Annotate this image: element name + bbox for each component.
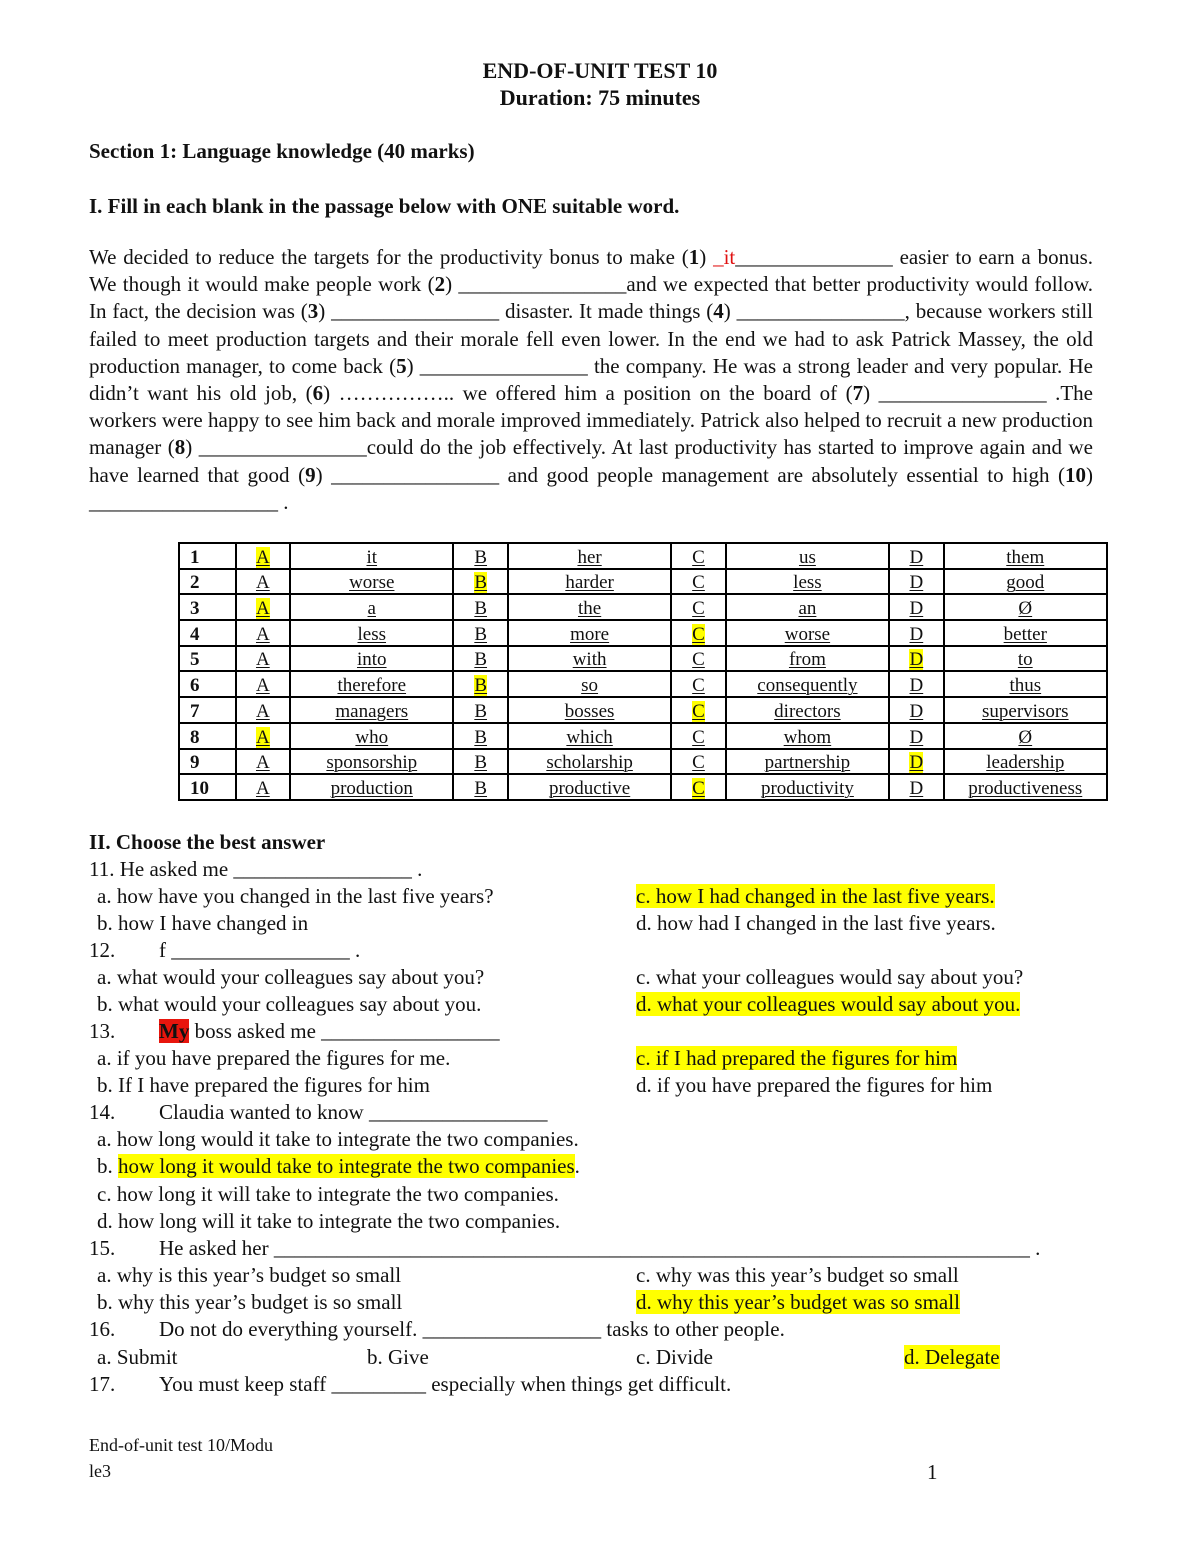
option-letter-c: C [671, 594, 725, 620]
option-word-c: whom [726, 723, 889, 749]
option-word-a: who [290, 723, 453, 749]
q12-option-c: c. what your colleagues would say about you? [636, 965, 1024, 989]
answer-row [179, 646, 1107, 672]
option-word-a: production [290, 774, 453, 800]
option-word-d: supervisors [944, 697, 1107, 723]
q16-option-c: c. Divide [636, 1345, 713, 1369]
answer-row [179, 671, 1107, 697]
option-word-a: managers [290, 697, 453, 723]
option-letter-b: B [453, 697, 507, 723]
option-letter-a: A [236, 723, 290, 749]
option-letter-a: A [236, 646, 290, 672]
row-number: 1 [179, 543, 236, 569]
option-letter-d: D [889, 569, 943, 595]
option-word-b: scholarship [508, 749, 671, 775]
option-letter-d: D [889, 543, 943, 569]
q12-option-b: b. what would your colleagues say about you. [97, 992, 482, 1016]
row-number: 3 [179, 594, 236, 620]
option-letter-c: C [671, 569, 725, 595]
row-number: 5 [179, 646, 236, 672]
page-number: 1 [927, 1460, 938, 1484]
option-letter-d: D [889, 749, 943, 775]
question-17-number: 17. [89, 1372, 116, 1396]
answer-row [179, 774, 1107, 800]
option-letter-c: C [671, 620, 725, 646]
question-11: 11. He asked me _________________ . [89, 857, 423, 881]
option-letter-a: A [236, 620, 290, 646]
part2-heading: II. Choose the best answer [89, 830, 326, 854]
option-word-c: partnership [726, 749, 889, 775]
question-15-stem: He asked her ________________________________________________________________________ . [159, 1236, 1041, 1260]
option-word-c: directors [726, 697, 889, 723]
option-letter-d: D [889, 774, 943, 800]
option-letter-c: C [671, 723, 725, 749]
question-12-number: 12. [89, 938, 116, 962]
option-letter-a: A [236, 594, 290, 620]
option-letter-c: C [671, 749, 725, 775]
q14-option-b: b. how long it would take to integrate the two companies. [97, 1154, 580, 1178]
question-16-number: 16. [89, 1317, 116, 1341]
q14-option-c: c. how long it will take to integrate the two companies. [97, 1182, 559, 1206]
option-word-d: Ø [944, 723, 1107, 749]
option-word-d: to [944, 646, 1107, 672]
option-word-c: from [726, 646, 889, 672]
option-letter-a: A [236, 671, 290, 697]
option-letter-b: B [453, 594, 507, 620]
option-word-a: a [290, 594, 453, 620]
q14-option-a: a. how long would it take to integrate the two companies. [97, 1127, 579, 1151]
question-12-stem: f _________________ . [159, 938, 361, 962]
row-number: 10 [179, 774, 236, 800]
option-word-d: Ø [944, 594, 1107, 620]
q12-option-d: d. what your colleagues would say about you. [636, 992, 1021, 1016]
option-letter-d: D [889, 594, 943, 620]
option-letter-b: B [453, 543, 507, 569]
option-word-d: leadership [944, 749, 1107, 775]
option-word-d: them [944, 543, 1107, 569]
option-word-c: less [726, 569, 889, 595]
option-letter-b: B [453, 569, 507, 595]
option-letter-b: B [453, 774, 507, 800]
option-letter-d: D [889, 697, 943, 723]
option-word-a: worse [290, 569, 453, 595]
q11-option-b: b. how I have changed in [97, 911, 309, 935]
answer-row [179, 697, 1107, 723]
option-word-d: better [944, 620, 1107, 646]
option-word-b: more [508, 620, 671, 646]
option-letter-c: C [671, 671, 725, 697]
row-number: 9 [179, 749, 236, 775]
question-16-stem: Do not do everything yourself. _________________ tasks to other people. [159, 1317, 785, 1341]
option-letter-a: A [236, 749, 290, 775]
q15-option-a: a. why is this year’s budget so small [97, 1263, 402, 1287]
option-word-a: less [290, 620, 453, 646]
question-14-stem: Claudia wanted to know _________________ [159, 1100, 548, 1124]
option-word-c: an [726, 594, 889, 620]
q13-option-a: a. if you have prepared the figures for me. [97, 1046, 451, 1070]
question-14-number: 14. [89, 1100, 116, 1124]
option-word-a: into [290, 646, 453, 672]
option-word-b: productive [508, 774, 671, 800]
answer-row [179, 723, 1107, 749]
answer-row [179, 569, 1107, 595]
question-17-stem: You must keep staff _________ especially when things get difficult. [159, 1372, 732, 1396]
q16-option-b: b. Give [367, 1345, 429, 1369]
option-letter-a: A [236, 543, 290, 569]
q13-option-b: b. If I have prepared the figures for him [97, 1073, 430, 1097]
option-word-d: productiveness [944, 774, 1107, 800]
q15-option-d: d. why this year’s budget was so small [636, 1290, 960, 1314]
filled-answer: _it [706, 245, 736, 269]
option-word-d: good [944, 569, 1107, 595]
option-word-a: it [290, 543, 453, 569]
option-letter-a: A [236, 774, 290, 800]
option-letter-b: B [453, 620, 507, 646]
section-heading: Section 1: Language knowledge (40 marks) [89, 139, 475, 163]
question-13-stem: My boss asked me _________________ [159, 1019, 500, 1043]
option-word-c: productivity [726, 774, 889, 800]
answer-row [179, 620, 1107, 646]
option-letter-a: A [236, 697, 290, 723]
footer-line-2: le3 [89, 1461, 111, 1481]
option-word-b: the [508, 594, 671, 620]
footer-line-1: End-of-unit test 10/Modu [89, 1435, 273, 1455]
option-word-b: harder [508, 569, 671, 595]
option-letter-d: D [889, 671, 943, 697]
option-letter-d: D [889, 646, 943, 672]
q11-option-c: c. how I had changed in the last five years. [636, 884, 995, 908]
option-word-b: her [508, 543, 671, 569]
q16-option-d: d. Delegate [904, 1345, 1000, 1369]
option-word-c: us [726, 543, 889, 569]
duration: Duration: 75 minutes [499, 85, 701, 110]
option-letter-b: B [453, 646, 507, 672]
q14-option-d: d. how long will it take to integrate the two companies. [97, 1209, 561, 1233]
q15-option-b: b. why this year’s budget is so small [97, 1290, 403, 1314]
option-letter-b: B [453, 749, 507, 775]
option-word-b: which [508, 723, 671, 749]
question-13-number: 13. [89, 1019, 116, 1043]
answer-row [179, 594, 1107, 620]
q11-option-d: d. how had I changed in the last five years. [636, 911, 996, 935]
q11-option-a: a. how have you changed in the last five years? [97, 884, 494, 908]
option-word-b: with [508, 646, 671, 672]
q15-option-c: c. why was this year’s budget so small [636, 1263, 959, 1287]
q12-option-a: a. what would your colleagues say about you? [97, 965, 485, 989]
option-letter-b: B [453, 723, 507, 749]
question-15-number: 15. [89, 1236, 116, 1260]
option-word-a: therefore [290, 671, 453, 697]
q13-option-c: c. if I had prepared the figures for him [636, 1046, 958, 1070]
option-word-c: consequently [726, 671, 889, 697]
q16-option-a: a. Submit [97, 1345, 178, 1369]
test-title: END-OF-UNIT TEST 10 [482, 58, 718, 83]
answer-row [179, 543, 1107, 569]
option-letter-b: B [453, 671, 507, 697]
row-number: 7 [179, 697, 236, 723]
row-number: 4 [179, 620, 236, 646]
option-letter-c: C [671, 646, 725, 672]
option-letter-d: D [889, 620, 943, 646]
option-word-a: sponsorship [290, 749, 453, 775]
row-number: 8 [179, 723, 236, 749]
row-number: 2 [179, 569, 236, 595]
option-letter-c: C [671, 697, 725, 723]
answer-table [178, 542, 1108, 801]
option-word-c: worse [726, 620, 889, 646]
option-letter-c: C [671, 543, 725, 569]
option-word-d: thus [944, 671, 1107, 697]
option-letter-a: A [236, 569, 290, 595]
part1-heading: I. Fill in each blank in the passage below with ONE suitable word. [89, 194, 680, 218]
answer-row [179, 749, 1107, 775]
option-letter-c: C [671, 774, 725, 800]
fill-blank-passage: We decided to reduce the targets for the productivity bonus to make (1) _it_______________ easier to earn a bonus. We though it would make people work (2) ________________and we expected that better productivity would follow. In fact, the decision was (3) ________________ disaster. It made things (4) ________________, because workers still failed to meet production targets and their morale fell even lower. In the end we had to ask Patrick Massey, the old production manager, to come back (5) ________________ the company. He was a strong leader and very popular. He didn’t want his old job, (6) …………….. we offered him a position on the board of (7) ________________ .The workers were happy to see him back and morale improved immediately. Patrick also helped to recruit a new production manager (8) ________________could do the job effectively. At last productivity has started to improve again and we have learned that good (9) ________________ and good people management are absolutely essential to high (10) __________________ . [89, 245, 1094, 514]
q13-option-d: d. if you have prepared the figures for him [636, 1073, 993, 1097]
option-letter-d: D [889, 723, 943, 749]
row-number: 6 [179, 671, 236, 697]
option-word-b: so [508, 671, 671, 697]
option-word-b: bosses [508, 697, 671, 723]
